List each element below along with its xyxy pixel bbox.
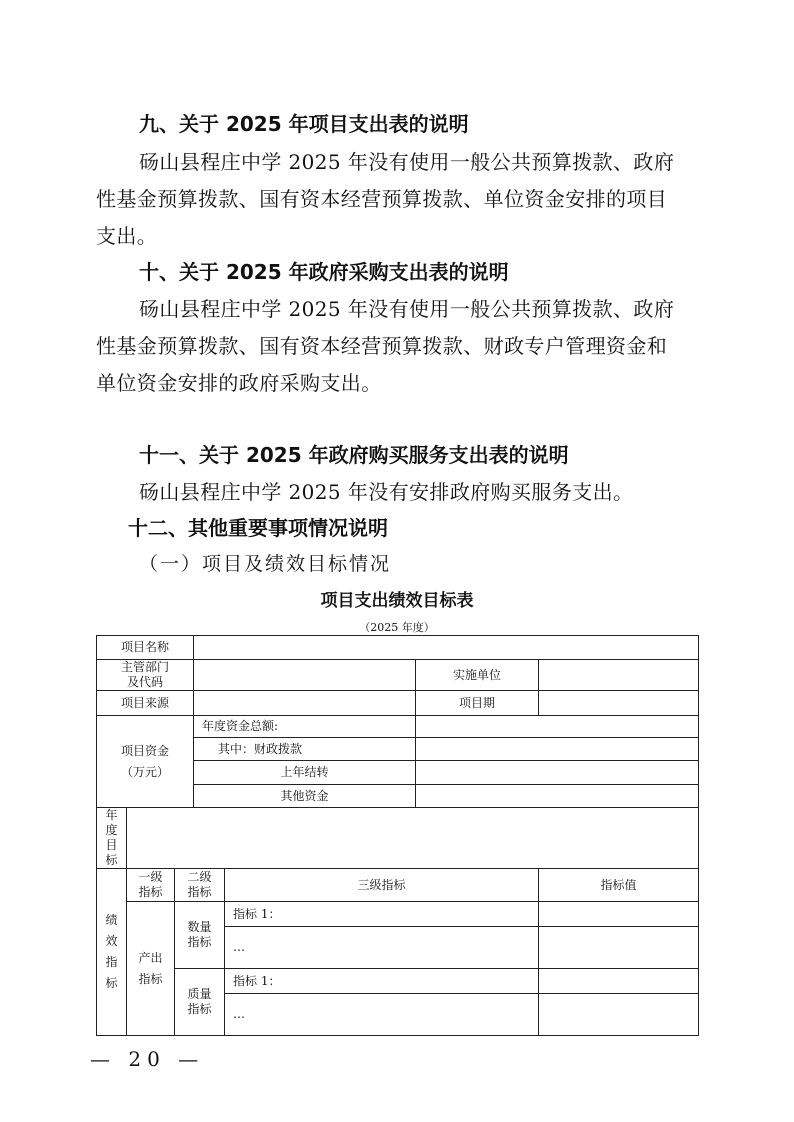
- impl-unit-label: 实施单位: [416, 660, 539, 691]
- section-10-title: 十、关于 2025 年政府采购支出表的说明: [139, 260, 509, 284]
- quantity-indicator-more-value: [539, 927, 699, 969]
- output-indicator-label: 产出指标: [138, 950, 163, 986]
- total-funds-label: 年度资金总额:: [194, 716, 416, 738]
- funds-cell: [97, 716, 194, 808]
- project-source-label: 项目来源: [97, 691, 194, 716]
- project-period-label: 项目期: [416, 691, 539, 716]
- section-9-paragraph-line-1: 砀山县程庄中学 2025 年没有使用一般公共预算拨款、政府: [139, 150, 675, 174]
- project-source-value: [194, 691, 416, 716]
- funds-label: 项目资金: [120, 743, 169, 758]
- dept-code-value: [194, 660, 416, 691]
- section-9-paragraph-line-2: 性基金预算拨款、国有资本经营预算拨款、单位资金安排的项目: [96, 187, 668, 211]
- level3-header: 三级指标: [225, 869, 539, 902]
- quantity-indicator-more: …: [225, 927, 539, 969]
- level1-header: 一级指标: [138, 870, 163, 899]
- section-9-title: 九、关于 2025 年项目支出表的说明: [139, 112, 469, 136]
- performance-target-table: [96, 635, 699, 1036]
- section-10-paragraph-line-3: 单位资金安排的政府采购支出。: [96, 371, 382, 395]
- total-funds-value: [416, 716, 699, 738]
- quality-indicator-1-value: [539, 969, 699, 994]
- table-row: [97, 636, 699, 660]
- project-period-value: [539, 691, 699, 716]
- quantity-indicator-1-value: [539, 902, 699, 927]
- other-funds-value: [416, 785, 699, 808]
- quality-indicator-more: …: [225, 994, 539, 1036]
- table-row: [97, 869, 699, 902]
- fiscal-alloc-label: 其中：财政拨款: [194, 738, 416, 761]
- quality-indicator-label: 质量指标: [187, 987, 212, 1016]
- section-9-paragraph-line-3: 支出。: [96, 224, 158, 248]
- indicator-value-header: 指标值: [539, 869, 699, 902]
- other-funds-label: 其他资金: [194, 785, 416, 808]
- table-row: [97, 691, 699, 716]
- table-row: [97, 902, 699, 927]
- section-11-paragraph: 砀山县程庄中学 2025 年没有安排政府购买服务支出。: [139, 480, 634, 504]
- project-name-value: [194, 636, 699, 660]
- section-11-title: 十一、关于 2025 年政府购买服务支出表的说明: [139, 443, 569, 467]
- funds-unit: （万元）: [120, 764, 169, 779]
- table-row: [97, 660, 699, 691]
- carryover-value: [416, 761, 699, 785]
- page-number: — 20 —: [90, 1047, 205, 1071]
- table-row: [97, 808, 699, 869]
- quality-indicator-more-value: [539, 994, 699, 1036]
- impl-unit-value: [539, 660, 699, 691]
- table-row: [97, 716, 699, 738]
- section-10-paragraph-line-2: 性基金预算拨款、国有资本经营预算拨款、财政专户管理资金和: [96, 334, 668, 358]
- level2-header: 二级指标: [187, 870, 212, 899]
- quality-indicator-1: 指标 1：: [225, 969, 539, 994]
- annual-goal-label: 年度目标: [105, 808, 118, 867]
- section-12-title: 十二、其他重要事项情况说明: [128, 516, 388, 540]
- table-year: （2025 年度）: [359, 621, 435, 634]
- table-title: 项目支出绩效目标表: [320, 591, 474, 611]
- perf-indicators-label: 绩效指标: [105, 913, 118, 990]
- dept-code-label: 主管部门及代码: [120, 660, 169, 689]
- quantity-indicator-label: 数量指标: [187, 920, 212, 949]
- project-name-label: 项目名称: [97, 636, 194, 660]
- table-row: [97, 969, 699, 994]
- annual-goal-value: [127, 808, 699, 869]
- quantity-indicator-1: 指标 1：: [225, 902, 539, 927]
- fiscal-alloc-value: [416, 738, 699, 761]
- section-10-paragraph-line-1: 砀山县程庄中学 2025 年没有使用一般公共预算拨款、政府: [139, 297, 675, 321]
- section-12-subheading: （一）项目及绩效目标情况: [139, 553, 392, 575]
- carryover-label: 上年结转: [194, 761, 416, 785]
